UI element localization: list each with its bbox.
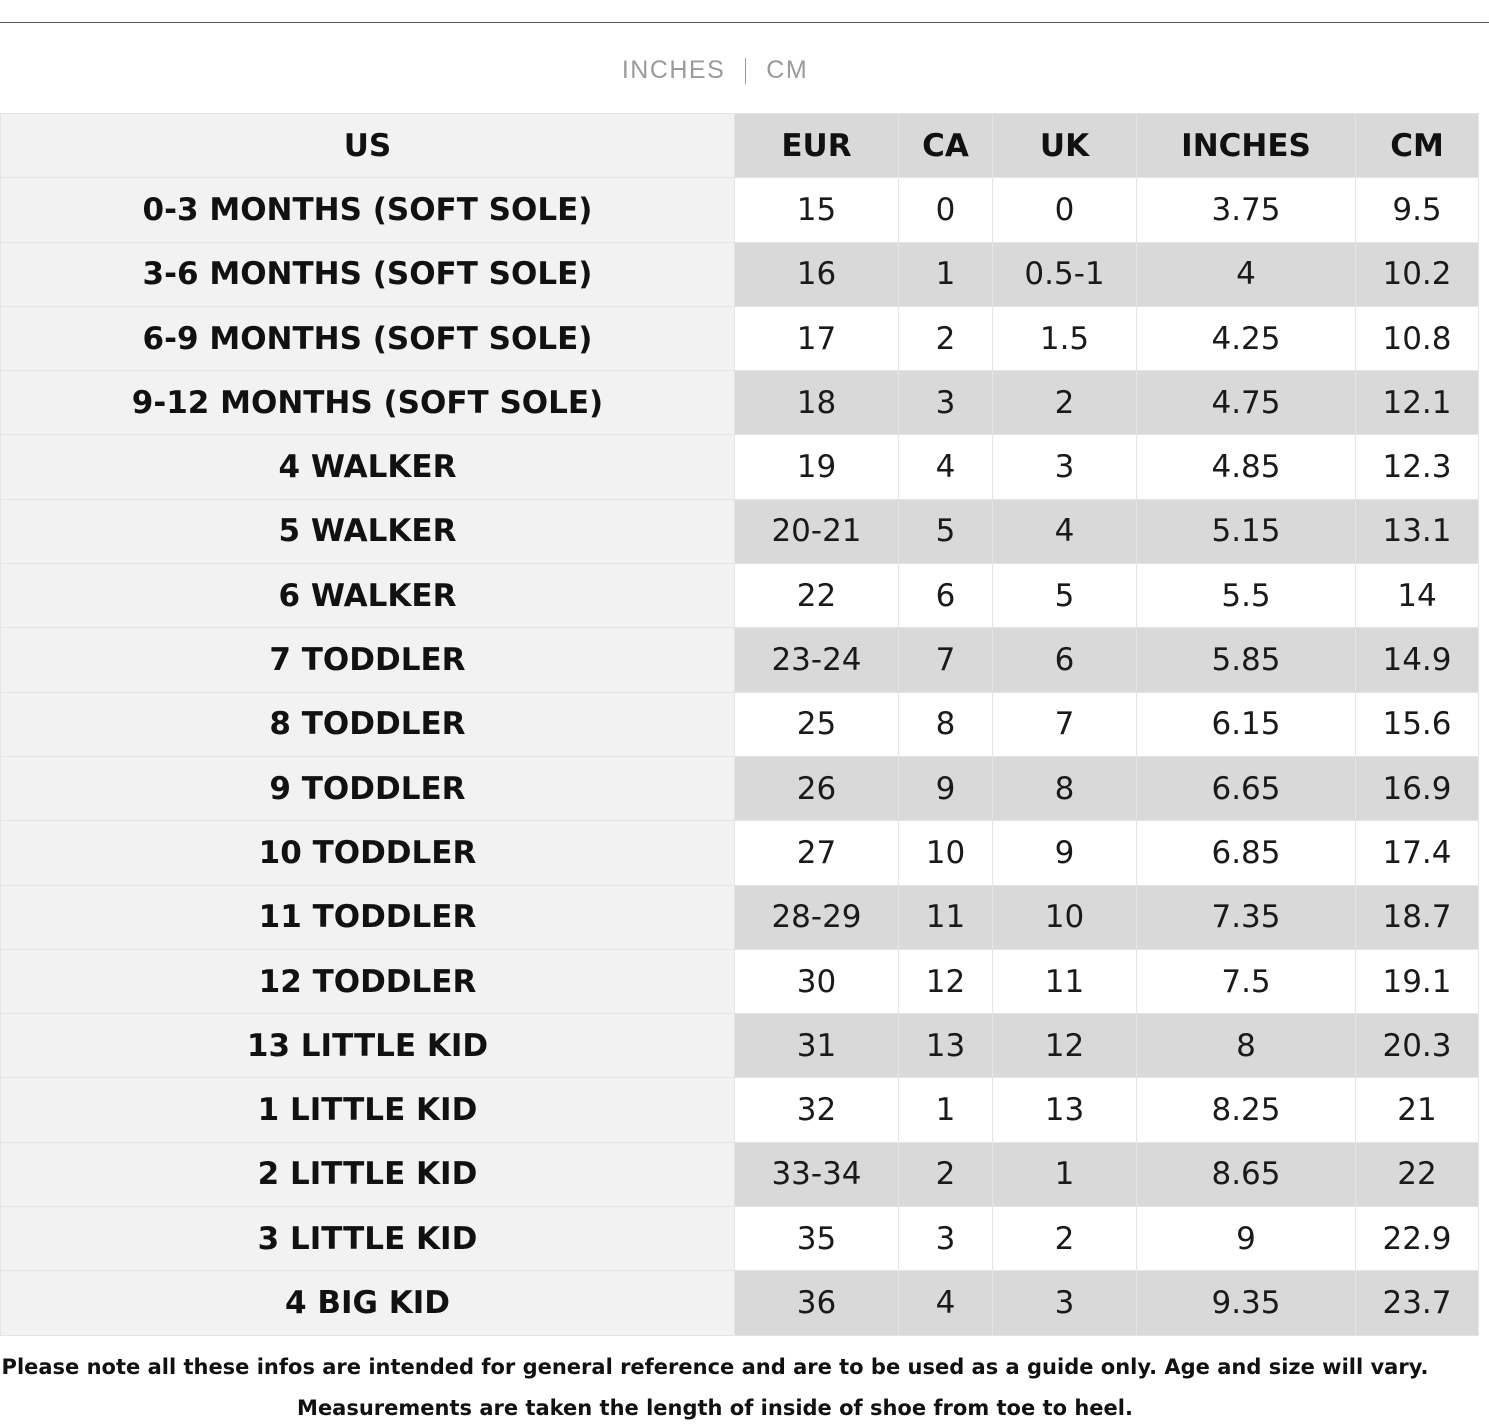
ca-size-cell: 2	[899, 306, 993, 370]
table-header-row	[1, 114, 1479, 178]
eur-size-cell: 28-29	[735, 885, 899, 949]
cm-cell: 10.8	[1356, 306, 1479, 370]
uk-size-cell: 4	[993, 499, 1137, 563]
table-row	[1, 1014, 1479, 1078]
table-row	[1, 692, 1479, 756]
inches-cell: 6.15	[1137, 692, 1356, 756]
inches-cell: 3.75	[1137, 178, 1356, 242]
table-row	[1, 564, 1479, 628]
unit-toggle	[0, 56, 1430, 85]
eur-size-cell: 25	[735, 692, 899, 756]
header-us: US	[1, 114, 735, 178]
inches-cell: 6.85	[1137, 821, 1356, 885]
ca-size-cell: 7	[899, 628, 993, 692]
ca-size-cell: 6	[899, 564, 993, 628]
cm-cell: 20.3	[1356, 1014, 1479, 1078]
us-size-cell: 1 LITTLE KID	[1, 1078, 735, 1142]
cm-cell: 10.2	[1356, 242, 1479, 306]
eur-size-cell: 23-24	[735, 628, 899, 692]
us-size-cell: 11 TODDLER	[1, 885, 735, 949]
ca-size-cell: 3	[899, 1207, 993, 1271]
header-eur: EUR	[735, 114, 899, 178]
uk-size-cell: 3	[993, 1271, 1137, 1335]
inches-cell: 8	[1137, 1014, 1356, 1078]
ca-size-cell: 1	[899, 1078, 993, 1142]
cm-cell: 16.9	[1356, 756, 1479, 820]
us-size-cell: 9-12 MONTHS (SOFT SOLE)	[1, 371, 735, 435]
table-row	[1, 949, 1479, 1013]
uk-size-cell: 1.5	[993, 306, 1137, 370]
table-row	[1, 885, 1479, 949]
table-row	[1, 821, 1479, 885]
us-size-cell: 3 LITTLE KID	[1, 1207, 735, 1271]
footnote-disclaimer: Please note all these infos are intended for general reference and are to be used as a guide only. Age and size will vary.	[1, 1355, 1429, 1379]
header-uk: UK	[993, 114, 1137, 178]
uk-size-cell: 8	[993, 756, 1137, 820]
inches-cell: 5.15	[1137, 499, 1356, 563]
inches-cell: 7.5	[1137, 949, 1356, 1013]
ca-size-cell: 2	[899, 1142, 993, 1206]
us-size-cell: 4 WALKER	[1, 435, 735, 499]
us-size-cell: 8 TODDLER	[1, 692, 735, 756]
size-chart-table	[0, 113, 1479, 1336]
top-divider	[0, 22, 1489, 23]
uk-size-cell: 1	[993, 1142, 1137, 1206]
cm-cell: 19.1	[1356, 949, 1479, 1013]
eur-size-cell: 26	[735, 756, 899, 820]
ca-size-cell: 13	[899, 1014, 993, 1078]
table-row	[1, 1207, 1479, 1271]
eur-size-cell: 18	[735, 371, 899, 435]
inches-cell: 6.65	[1137, 756, 1356, 820]
uk-size-cell: 6	[993, 628, 1137, 692]
us-size-cell: 10 TODDLER	[1, 821, 735, 885]
table-row	[1, 1142, 1479, 1206]
inches-cell: 7.35	[1137, 885, 1356, 949]
table-row	[1, 435, 1479, 499]
us-size-cell: 4 BIG KID	[1, 1271, 735, 1335]
inches-cell: 9.35	[1137, 1271, 1356, 1335]
eur-size-cell: 17	[735, 306, 899, 370]
cm-cell: 23.7	[1356, 1271, 1479, 1335]
eur-size-cell: 19	[735, 435, 899, 499]
ca-size-cell: 11	[899, 885, 993, 949]
table-row	[1, 499, 1479, 563]
cm-cell: 9.5	[1356, 178, 1479, 242]
us-size-cell: 3-6 MONTHS (SOFT SOLE)	[1, 242, 735, 306]
header-ca: CA	[899, 114, 993, 178]
cm-cell: 18.7	[1356, 885, 1479, 949]
ca-size-cell: 4	[899, 435, 993, 499]
eur-size-cell: 35	[735, 1207, 899, 1271]
uk-size-cell: 13	[993, 1078, 1137, 1142]
table-row	[1, 1271, 1479, 1335]
cm-cell: 12.3	[1356, 435, 1479, 499]
us-size-cell: 13 LITTLE KID	[1, 1014, 735, 1078]
uk-size-cell: 0.5-1	[993, 242, 1137, 306]
eur-size-cell: 30	[735, 949, 899, 1013]
cm-cell: 14.9	[1356, 628, 1479, 692]
us-size-cell: 7 TODDLER	[1, 628, 735, 692]
eur-size-cell: 22	[735, 564, 899, 628]
inches-cell: 4	[1137, 242, 1356, 306]
table-body	[1, 178, 1479, 1335]
inches-cell: 5.85	[1137, 628, 1356, 692]
uk-size-cell: 10	[993, 885, 1137, 949]
table-row	[1, 306, 1479, 370]
uk-size-cell: 2	[993, 1207, 1137, 1271]
unit-option-cm[interactable]: CM	[766, 56, 809, 84]
header-cm: CM	[1356, 114, 1479, 178]
cm-cell: 12.1	[1356, 371, 1479, 435]
eur-size-cell: 27	[735, 821, 899, 885]
ca-size-cell: 9	[899, 756, 993, 820]
ca-size-cell: 4	[899, 1271, 993, 1335]
us-size-cell: 6 WALKER	[1, 564, 735, 628]
uk-size-cell: 11	[993, 949, 1137, 1013]
uk-size-cell: 7	[993, 692, 1137, 756]
footnote-measurement: Measurements are taken the length of inside of shoe from toe to heel.	[297, 1396, 1133, 1420]
cm-cell: 17.4	[1356, 821, 1479, 885]
eur-size-cell: 15	[735, 178, 899, 242]
eur-size-cell: 31	[735, 1014, 899, 1078]
eur-size-cell: 33-34	[735, 1142, 899, 1206]
us-size-cell: 0-3 MONTHS (SOFT SOLE)	[1, 178, 735, 242]
us-size-cell: 5 WALKER	[1, 499, 735, 563]
table-row	[1, 178, 1479, 242]
unit-toggle-separator	[745, 58, 746, 84]
uk-size-cell: 3	[993, 435, 1137, 499]
us-size-cell: 9 TODDLER	[1, 756, 735, 820]
us-size-cell: 2 LITTLE KID	[1, 1142, 735, 1206]
inches-cell: 8.25	[1137, 1078, 1356, 1142]
cm-cell: 21	[1356, 1078, 1479, 1142]
header-inches: INCHES	[1137, 114, 1356, 178]
cm-cell: 22.9	[1356, 1207, 1479, 1271]
uk-size-cell: 5	[993, 564, 1137, 628]
eur-size-cell: 36	[735, 1271, 899, 1335]
table-row	[1, 756, 1479, 820]
uk-size-cell: 2	[993, 371, 1137, 435]
table-row	[1, 1078, 1479, 1142]
inches-cell: 5.5	[1137, 564, 1356, 628]
ca-size-cell: 1	[899, 242, 993, 306]
inches-cell: 4.75	[1137, 371, 1356, 435]
ca-size-cell: 3	[899, 371, 993, 435]
eur-size-cell: 20-21	[735, 499, 899, 563]
table-row	[1, 628, 1479, 692]
eur-size-cell: 32	[735, 1078, 899, 1142]
unit-option-inches[interactable]: INCHES	[621, 56, 726, 84]
table-row	[1, 371, 1479, 435]
ca-size-cell: 12	[899, 949, 993, 1013]
us-size-cell: 6-9 MONTHS (SOFT SOLE)	[1, 306, 735, 370]
uk-size-cell: 0	[993, 178, 1137, 242]
inches-cell: 4.85	[1137, 435, 1356, 499]
uk-size-cell: 12	[993, 1014, 1137, 1078]
eur-size-cell: 16	[735, 242, 899, 306]
cm-cell: 15.6	[1356, 692, 1479, 756]
inches-cell: 4.25	[1137, 306, 1356, 370]
cm-cell: 13.1	[1356, 499, 1479, 563]
inches-cell: 9	[1137, 1207, 1356, 1271]
inches-cell: 8.65	[1137, 1142, 1356, 1206]
uk-size-cell: 9	[993, 821, 1137, 885]
cm-cell: 22	[1356, 1142, 1479, 1206]
ca-size-cell: 0	[899, 178, 993, 242]
cm-cell: 14	[1356, 564, 1479, 628]
ca-size-cell: 5	[899, 499, 993, 563]
table-row	[1, 242, 1479, 306]
us-size-cell: 12 TODDLER	[1, 949, 735, 1013]
ca-size-cell: 10	[899, 821, 993, 885]
ca-size-cell: 8	[899, 692, 993, 756]
